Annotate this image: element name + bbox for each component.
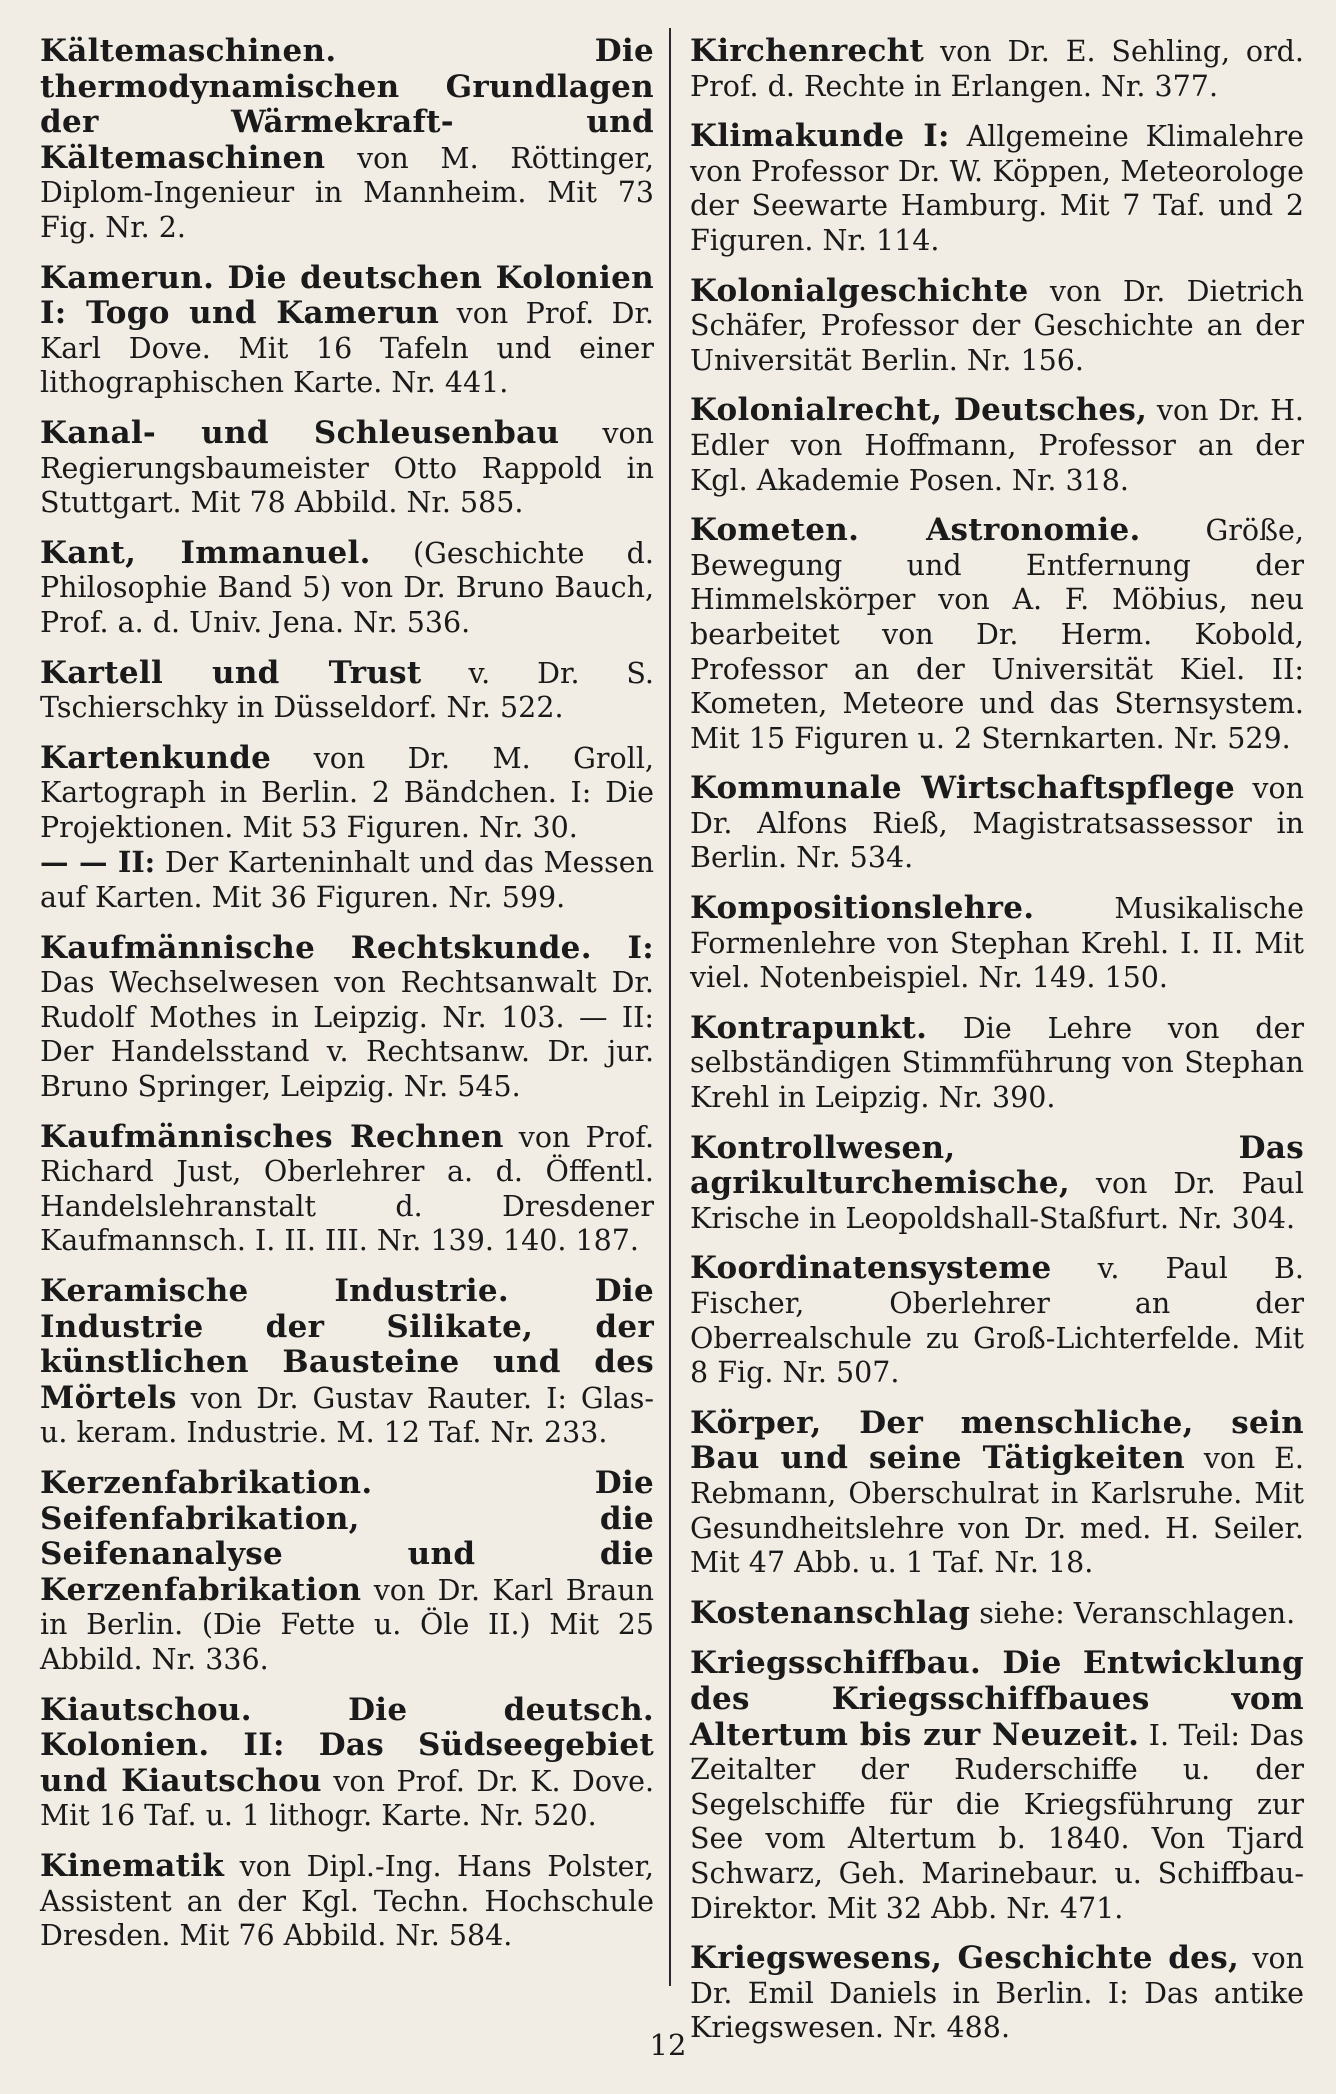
entry-kant (40, 536, 654, 641)
entry-heading: Kanal- und Schleusenbau (40, 414, 560, 451)
entry-heading: Klimakunde I: (690, 118, 950, 155)
entry-text: Größe, Bewegung und Entfernung der Himmelskörper von A. F. Möbius, neu bearbeitet von Dr. Herm. Kobold, Professor an der Universität Kiel. II: Kometen, Meteore und das Sternsystem. Mit 15 Figuren u. 2 Sternkarten. Nr. 529. (690, 514, 1304, 755)
entry-heading: Kirchenrecht (690, 33, 925, 69)
entry-kiautschou (40, 1693, 654, 1834)
entry-text: von Dr. E. Sehling, ord. Prof. d. Rechte in Erlangen. Nr. 377. (690, 35, 1304, 103)
entry-kontrollwesen (690, 1131, 1304, 1237)
entry-heading: Koordinatensysteme (690, 1250, 1052, 1287)
entry-text: (Geschichte d. Philosophie Band 5) von Dr. Bruno Bauch, Prof. a. d. Univ. Jena. Nr. 536. (40, 536, 654, 639)
entry-heading: — — II: (40, 845, 156, 880)
entry-text: Die Lehre von der selbständigen Stimmführung von Stephan Krehl in Leipzig. Nr. 390. (690, 1011, 1304, 1115)
entry-heading: Keramische Industrie. Die Industrie der Silikate, der künstlichen Bausteine und des Mörtels (40, 1273, 654, 1416)
entry-kanal-schleusenbau (40, 416, 654, 521)
entry-kerzenfabrikation (40, 1466, 654, 1678)
entry-heading: Kinematik (40, 1847, 225, 1884)
entry-koordinatensysteme (690, 1251, 1304, 1390)
entry-kommunale-wirtschaftspflege (690, 771, 1304, 876)
entry-heading: Kerzenfabrikation. Die Seifenfabrikation, die Seifenanalyse und die Kerzenfabrikation (40, 1464, 654, 1608)
entry-text: I. Teil: Das Zeitalter der Ruderschiffe u. der Segelschiffe für die Kriegsführung zur See vom Altertum b. 1840. Von Tjard Schwarz, Geh. Marinebaur. u. Schiffbau-Direktor. Mit 32 Abb. Nr. 471. (690, 1718, 1304, 1925)
entry-heading: Kaufmännisches Rechnen (40, 1118, 504, 1155)
entry-kostenanschlag (690, 1596, 1304, 1632)
entry-heading: Kontrapunkt. (690, 1009, 928, 1046)
entry-kometen (690, 513, 1304, 756)
entry-heading: Kiautschou. Die deutsch. Kolonien. II: Das Südseegebiet und Kiautschou (40, 1691, 654, 1799)
entry-text: von Dr. Emil Daniels in Berlin. I: Das antike Kriegswesen. Nr. 488. (690, 1942, 1304, 2045)
entry-text: Musikalische Formenlehre von Stephan Krehl. I. II. Mit viel. Notenbeispiel. Nr. 149. 150. (690, 892, 1304, 995)
entry-kaeltemaschinen (40, 34, 654, 246)
column-divider (669, 28, 671, 1986)
entry-text: von Prof. Dr. Karl Dove. Mit 16 Tafeln und einer lithographischen Karte. Nr. 441. (40, 297, 654, 400)
entry-heading: Kartell und Trust (40, 654, 422, 691)
entry-text: von Dr. Gustav Rauter. I: Glas- u. keram. Industrie. M. 12 Taf. Nr. 233. (40, 1381, 654, 1450)
right-column (690, 34, 1304, 2061)
entry-text: von Dipl.-Ing. Hans Polster, Assistent an der Kgl. Techn. Hochschule Dresden. Mit 76 Abbild. Nr. 584. (40, 1849, 654, 1953)
entry-text: von Prof. Richard Just, Oberlehrer a. d. Öffentl. Handelslehranstalt d. Dresdener Kaufmannsch. I. II. III. Nr. 139. 140. 187. (40, 1120, 654, 1258)
entry-kolonialrecht (690, 393, 1304, 498)
entry-heading: Kamerun. Die deutschen Kolonien I: Togo und Kamerun (40, 259, 654, 332)
entry-text: Das Wechselwesen von Rechtsanwalt Dr. Rudolf Mothes in Leipzig. Nr. 103. — II: Der Handelsstand v. Rechtsanw. Dr. jur. Bruno Springer, Leipzig. Nr. 545. (40, 966, 654, 1104)
entry-koerper (690, 1406, 1304, 1581)
entry-heading: Kaufmännische Rechtskunde. I: (40, 929, 654, 966)
entry-kinematik (40, 1849, 654, 1954)
entry-text: Der Karteninhalt und das Messen auf Karten. Mit 36 Figuren. Nr. 599. (40, 846, 654, 915)
entry-text: von Dr. Dietrich Schäfer, Professor der Geschichte an der Universität Berlin. Nr. 156. (690, 274, 1304, 377)
entry-kolonialgeschichte (690, 274, 1304, 379)
entry-text: von Dr. M. Groll, Kartograph in Berlin. 2 Bändchen. I: Die Projektionen. Mit 53 Figuren. Nr. 30. (40, 741, 654, 844)
entry-kartenkunde (40, 741, 654, 846)
left-column (40, 34, 654, 1969)
entry-kaufm-rechnen (40, 1120, 654, 1259)
entry-text: von Prof. Dr. K. Dove. Mit 16 Taf. u. 1 lithogr. Karte. Nr. 520. (40, 1764, 654, 1833)
entry-heading: Kartenkunde (40, 739, 272, 776)
entry-text: von Dr. Karl Braun in Berlin. (Die Fette u. Öle II.) Mit 25 Abbild. Nr. 336. (40, 1573, 654, 1676)
entry-heading: Kolonialgeschichte (690, 272, 1029, 309)
entry-heading: Kant, Immanuel. (40, 534, 371, 571)
page-number: 12 (649, 2028, 687, 2062)
entry-text: siehe: Veranschlagen. (970, 1596, 1296, 1630)
entry-heading: Kriegsschiffbau. Die Entwicklung des Kriegsschiffbaues vom Altertum bis zur Neuzeit. (690, 1645, 1304, 1753)
entry-kompositionslehre (690, 891, 1304, 996)
entry-heading: Kältemaschinen. Die thermodynamischen Grundlagen der Wärmekraft- und Kältemaschinen (40, 33, 654, 176)
entry-kartenkunde-ii (40, 845, 654, 915)
entry-text: von M. Röttinger, Diplom-Ingenieur in Mannheim. Mit 73 Fig. Nr. 2. (40, 141, 654, 244)
entry-kartell-trust (40, 656, 654, 726)
entry-heading: Kometen. Astronomie. (690, 512, 1141, 549)
entry-text: v. Paul B. Fischer, Oberlehrer an der Oberrealschule zu Groß-Lichterfelde. Mit 8 Fig. Nr. 507. (690, 1252, 1304, 1390)
entry-kirchenrecht (690, 34, 1304, 104)
entry-kontrapunkt (690, 1011, 1304, 1116)
entry-heading: Kolonialrecht, Deutsches, (690, 392, 1148, 429)
entry-text: Allgemeine Klimalehre von Professor Dr. W. Köppen, Meteorologe der Seewarte Hamburg. Mit 7 Taf. und 2 Figuren. Nr. 114. (690, 120, 1304, 257)
entry-text: von Dr. H. Edler von Hoffmann, Professor an der Kgl. Akademie Posen. Nr. 318. (690, 394, 1304, 497)
entry-heading: Kompositionslehre. (690, 890, 1035, 927)
entry-kriegsschiffbau (690, 1646, 1304, 1926)
entry-klimakunde (690, 119, 1304, 258)
entry-text: von E. Rebmann, Oberschulrat in Karlsruhe. Mit Gesundheitslehre von Dr. med. H. Seiler. Mit 47 Abb. u. 1 Taf. Nr. 18. (690, 1442, 1304, 1580)
entry-kaufm-rechtskunde (40, 931, 654, 1105)
entry-kamerun (40, 261, 654, 401)
entry-heading: Kontrollwesen, Das agrikulturchemische, (690, 1129, 1304, 1202)
entry-heading: Kriegswesens, Geschichte des, (690, 1940, 1240, 1977)
entry-heading: Kostenanschlag (690, 1594, 971, 1631)
entry-text: von Regierungsbaumeister Otto Rappold in Stuttgart. Mit 78 Abbild. Nr. 585. (40, 416, 654, 520)
entry-keramische-industrie (40, 1274, 654, 1451)
entry-heading: Kommunale Wirtschaftspflege (690, 770, 1236, 807)
entry-text: von Dr. Alfons Rieß, Magistratsassessor in Berlin. Nr. 534. (690, 772, 1304, 875)
entry-text: von Dr. Paul Krische in Leopoldshall-Staßfurt. Nr. 304. (690, 1167, 1304, 1235)
entry-heading: Körper, Der menschliche, sein Bau und seine Tätigkeiten (690, 1404, 1304, 1477)
entry-text: v. Dr. S. Tschierschky in Düsseldorf. Nr. 522. (40, 656, 654, 725)
